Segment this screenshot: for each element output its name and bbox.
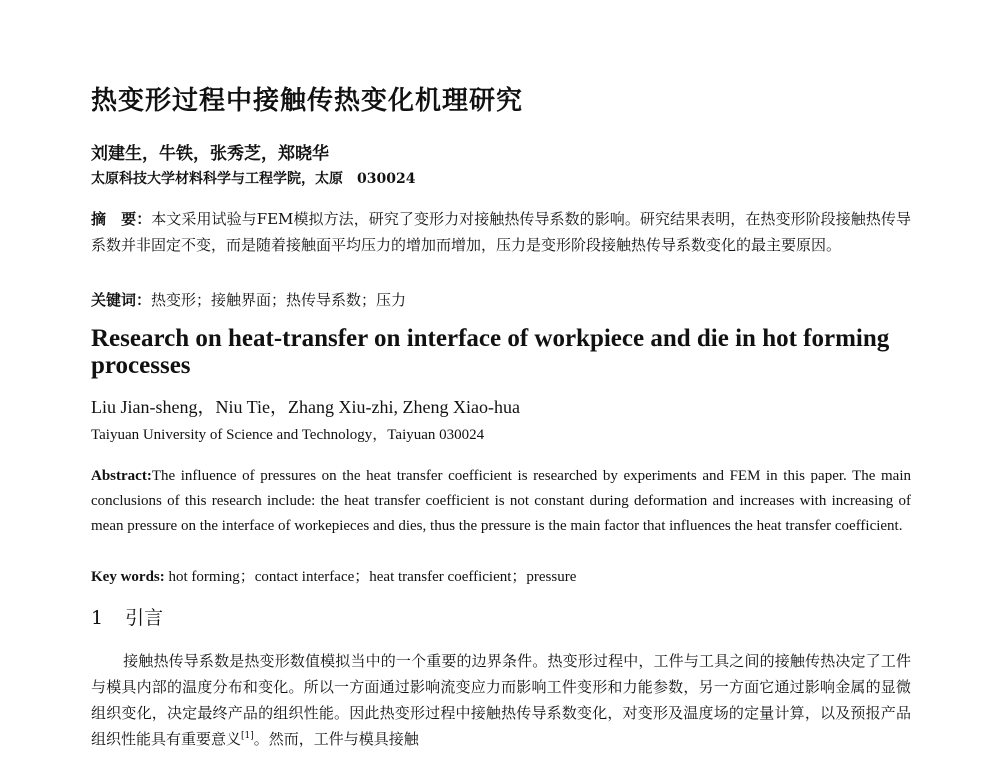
english-affiliation: Taiyuan University of Science and Technology，Taiyuan 030024: [91, 427, 485, 443]
chinese-keywords: [91, 289, 911, 311]
english-keywords-label: Key words:: [91, 569, 165, 585]
chinese-abstract-text: 本文采用试验与FEM模拟方法，研究了变形力对接触热传导系数的影响。研究结果表明，在热变形阶段接触热传导系数并非固定不变，而是随着接触面平均压力的增加而增加，压力是变形阶段接触热传导系数变化的最主要原因。: [91, 210, 911, 254]
english-abstract-label: Abstract:: [91, 468, 152, 484]
paragraph-text-part1: 接触热传导系数是热变形数值模拟当中的一个重要的边界条件。热变形过程中，工件与工具之间的接触传热决定了工件与模具内部的温度分布和变化。所以一方面通过影响流变应力而影响工件变形和力能参数，另一方面它通过影响金属的显微组织变化，决定最终产品的组织性能。因此热变形过程中接触热传导系数变化，对变形及温度场的定量计算，以及预报产品组织性能具有重要意义: [91, 652, 911, 748]
chinese-abstract: [91, 206, 911, 258]
chinese-keywords-text: 热变形；接触界面；热传导系数；压力: [151, 291, 407, 309]
paragraph-text-part2: 。然而，工件与模具接触: [253, 730, 419, 748]
chinese-affiliation: 太原科技大学材料科学与工程学院，太原 030024: [91, 171, 416, 187]
section-heading-introduction: [91, 606, 911, 630]
english-title: Research on heat-transfer on interface of workpiece and die in hot forming processes: [91, 325, 890, 379]
citation-marker: [1]: [241, 731, 254, 741]
english-abstract-text: The influence of pressures on the heat transfer coefficient is researched by experiments and FEM in this paper. The main conclusions of this research include: the heat transfer coefficient is not constant during deformation and increases with increasing of mean pressure on the interface of workepieces and dies, thus the pressure is the main factor that influences the heat transfer coefficient.: [91, 468, 911, 534]
introduction-paragraph: [91, 648, 911, 752]
english-abstract: [91, 464, 911, 539]
english-authors: Liu Jian-sheng，Niu Tie，Zhang Xiu-zhi, Zheng Xiao-hua: [91, 397, 520, 417]
chinese-authors: 刘建生，牛铁，张秀芝，郑晓华: [91, 144, 329, 164]
chinese-title: 热变形过程中接触传热变化机理研究: [91, 86, 524, 116]
chinese-keywords-label: 关键词：: [91, 291, 152, 309]
section-title: 引言: [125, 607, 164, 629]
section-number: 1: [91, 607, 104, 629]
english-keywords: [91, 566, 911, 588]
english-keywords-text: hot forming；contact interface；heat transfer coefficient；pressure: [164, 569, 577, 585]
chinese-abstract-label: 摘 要：: [91, 210, 152, 228]
